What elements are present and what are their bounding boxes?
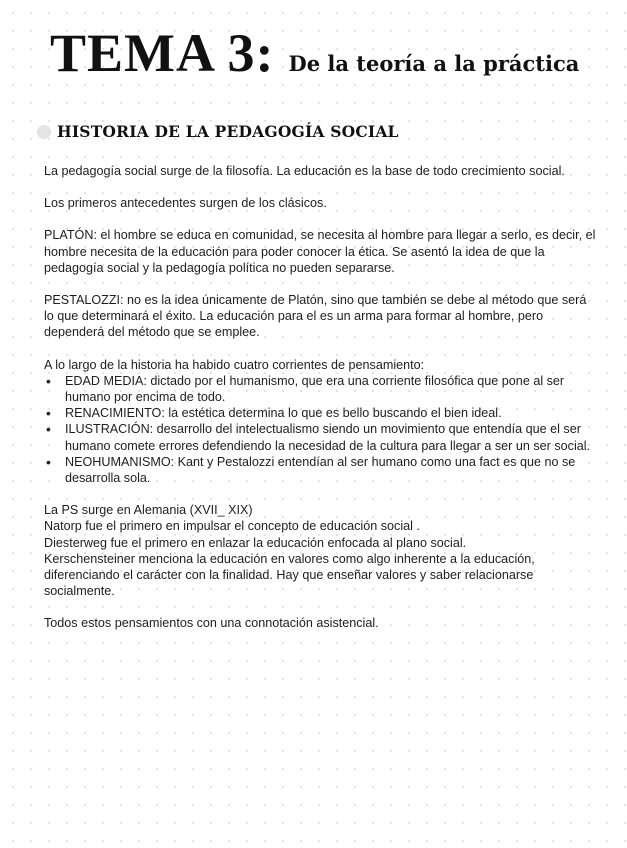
- list-item: • RENACIMIENTO: la estética determina lo que es bello buscando el bien ideal.: [44, 405, 596, 421]
- paragraph-antecedents: Los primeros antecedentes surgen de los clásicos.: [44, 196, 327, 211]
- page-subtitle: De la teoría a la práctica: [288, 51, 580, 76]
- title-row: [50, 22, 579, 84]
- ps-line: Diesterweg fue el primero en enlazar la educación enfocada al plano social.: [44, 535, 467, 550]
- list-item: • EDAD MEDIA: dictado por el humanismo, que era una corriente filosófica que pone al ser humano por encima de todo.: [44, 373, 596, 405]
- section-heading: [37, 122, 399, 141]
- paragraph-pestalozzi: PESTALOZZI: no es la idea únicamente de Platón, sino que también se debe al método que será lo que determinará el éxito. La educación para el es un arma para formar al hombre, pero dependerá del método que se emplee.: [44, 293, 587, 340]
- list-item: • ILUSTRACIÓN: desarrollo del intelectualismo siendo un movimiento que entendía que el ser humano comete errores defendiendo la necesidad de la cultura para llegar a ser un ser social.: [44, 421, 596, 453]
- list-item: • NEOHUMANISMO: Kant y Pestalozzi entendían al ser humano como una fact es que no se desarrolla sola.: [44, 454, 596, 486]
- currents-list: [44, 373, 596, 486]
- ps-line: Natorp fue el primero en impulsar el concepto de educación social .: [44, 519, 420, 534]
- notes-body: [44, 163, 596, 632]
- ps-block: [44, 502, 596, 599]
- ps-line: Kerschensteiner menciona la educación en valores como algo inherente a la educación, diferenciando el carácter con la finalidad. Hay que enseñar valores y saber relacionarse socialmente.: [44, 551, 535, 599]
- page-title: TEMA 3:: [50, 23, 275, 83]
- closing-line: Todos estos pensamientos con una connotación asistencial.: [44, 616, 379, 631]
- ps-line: La PS surge en Alemania (XVII_ XIX): [44, 503, 253, 518]
- currents-intro: A lo largo de la historia ha habido cuatro corrientes de pensamiento:: [44, 357, 425, 372]
- circle-bullet-icon: [37, 125, 51, 139]
- paragraph-intro: La pedagogía social surge de la filosofía. La educación es la base de todo crecimiento social.: [44, 164, 565, 178]
- section-title: HISTORIA DE LA PEDAGOGÍA SOCIAL: [57, 122, 399, 141]
- paragraph-platon: PLATÓN: el hombre se educa en comunidad, se necesita al hombre para llegar a serlo, es decir, el hombre necesita de la educación para poder conocer la ética. Se asentó la idea de que la pedagogía social y la pedagogía política no pueden separarse.: [44, 228, 596, 275]
